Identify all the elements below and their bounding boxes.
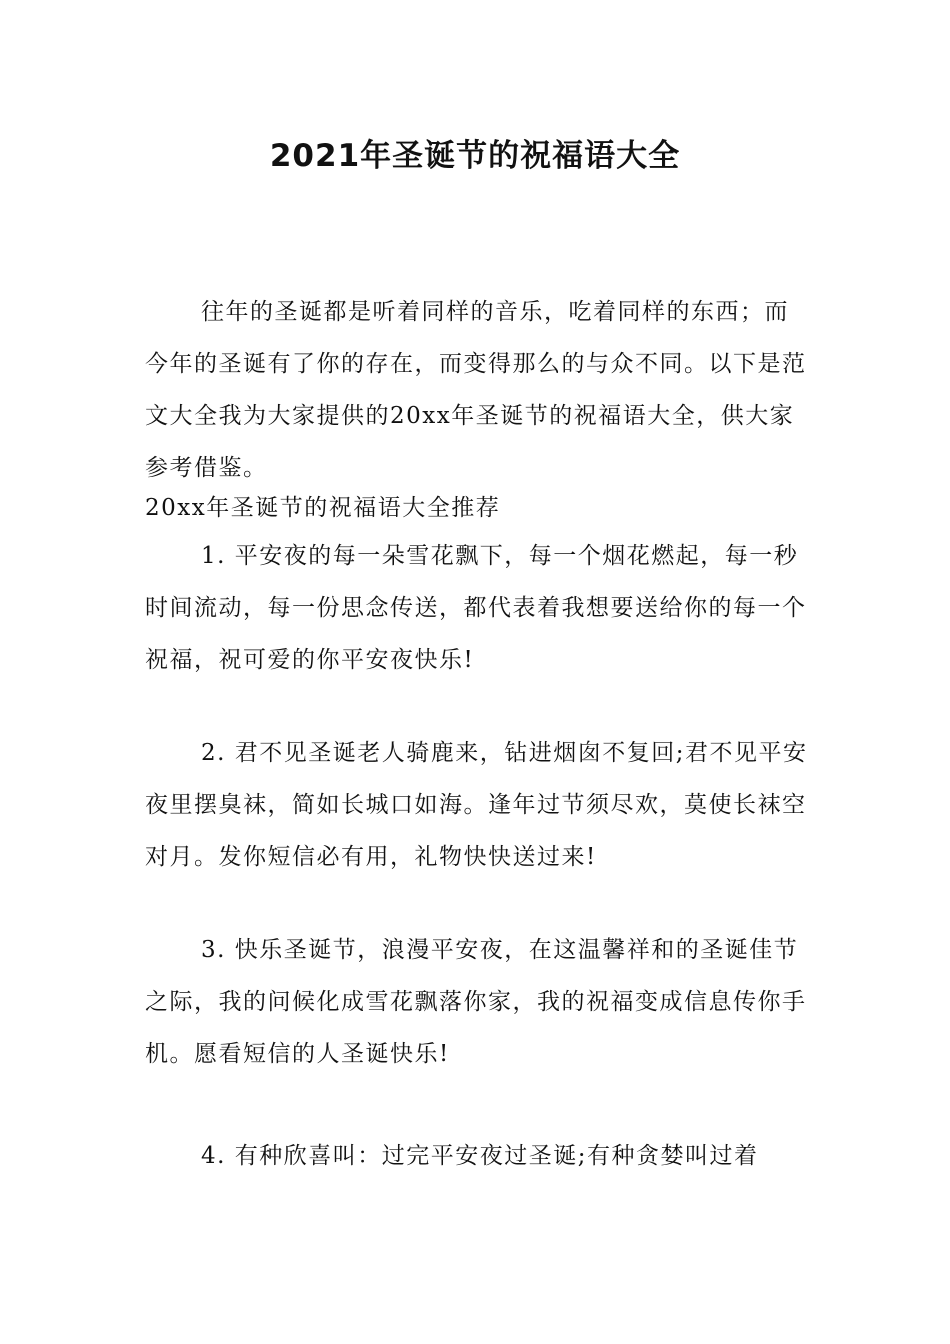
list-item: 2. 君不见圣诞老人骑鹿来，钻进烟囱不复回;君不见平安夜里摆臭袜，简如长城口如海。逢年过节须尽欢，莫使长袜空对月。发你短信必有用，礼物快快送过来! <box>145 740 808 870</box>
section-subheading: 20xx年圣诞节的祝福语大全推荐 <box>145 495 501 521</box>
document-title: 2021年圣诞节的祝福语大全 <box>269 138 681 174</box>
intro-paragraph: 往年的圣诞都是听着同样的音乐，吃着同样的东西；而今年的圣诞有了你的存在，而变得那么的与众不同。以下是范文大全我为大家提供的20xx年圣诞节的祝福语大全，供大家参考借鉴。 <box>145 299 807 481</box>
list-item: 4. 有种欣喜叫：过完平安夜过圣诞;有种贪婪叫过着 <box>201 1143 759 1169</box>
list-item: 1. 平安夜的每一朵雪花飘下，每一个烟花燃起，每一秒时间流动，每一份思念传送，都代表着我想要送给你的每一个祝福，祝可爱的你平安夜快乐! <box>145 543 807 673</box>
list-item: 3. 快乐圣诞节，浪漫平安夜，在这温馨祥和的圣诞佳节之际，我的问候化成雪花飘落你家，我的祝福变成信息传你手机。愿看短信的人圣诞快乐! <box>145 937 807 1067</box>
